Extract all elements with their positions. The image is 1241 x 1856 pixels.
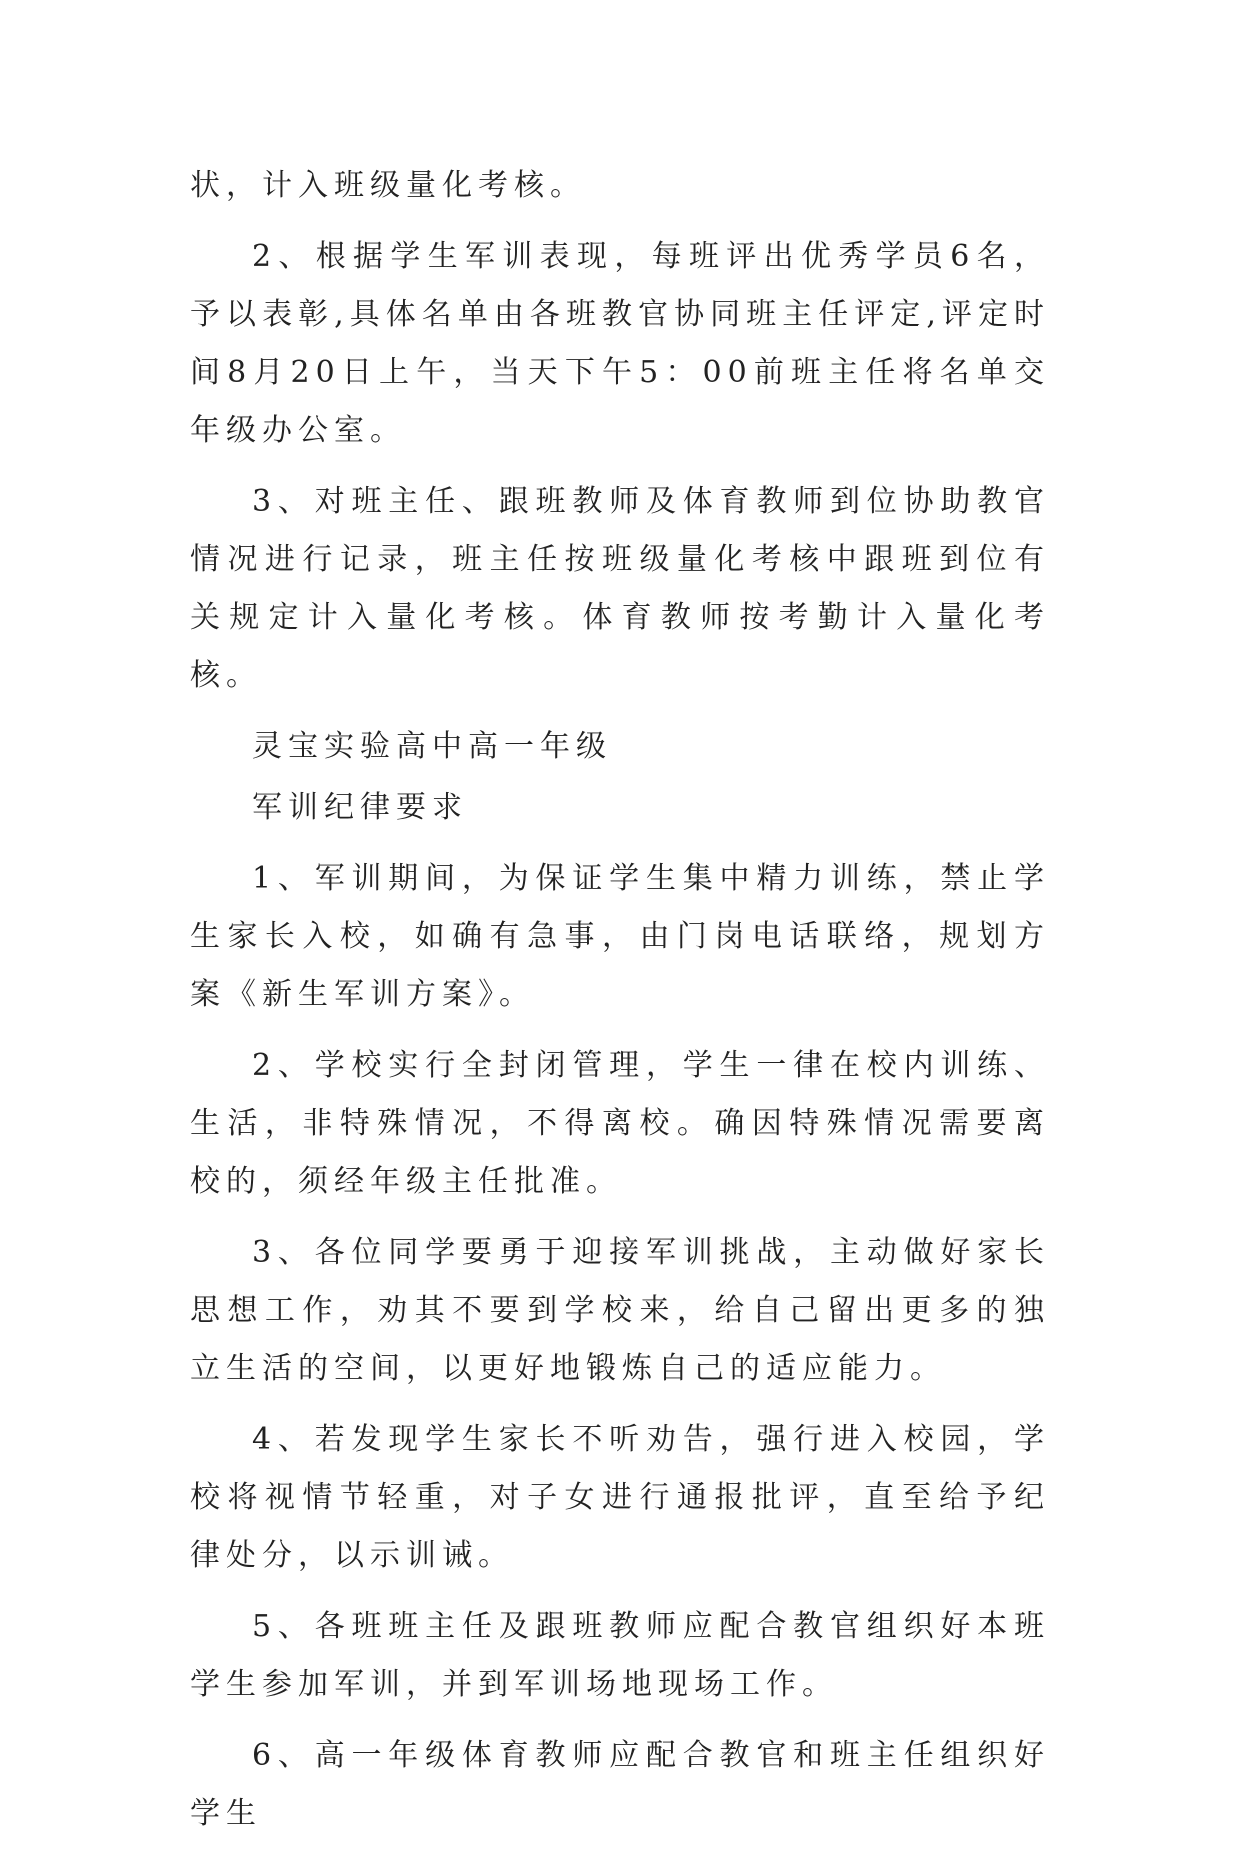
paragraph-continuation: 状，计入班级量化考核。 bbox=[190, 168, 586, 203]
school-grade-heading: 灵宝实验高中高一年级 bbox=[252, 729, 612, 764]
paragraph-item-2-honors: 2、根据学生军训表现，每班评出优秀学员6名，予以表彰,具体名单由各班教官协同班主任评定,评定时间8月20日上午，当天下午5：00前班主任将名单交年级办公室。 bbox=[190, 239, 1050, 448]
discipline-item-5: 5、各班班主任及跟班教师应配合教官组织好本班学生参加军训，并到军训场地现场工作。 bbox=[190, 1609, 1050, 1702]
discipline-item-3: 3、各位同学要勇于迎接军训挑战，主动做好家长思想工作，劝其不要到学校来，给自己留出更多的独立生活的空间，以更好地锻炼自己的适应能力。 bbox=[190, 1235, 1050, 1386]
paragraph-item-3-records: 3、对班主任、跟班教师及体育教师到位协助教官情况进行记录，班主任按班级量化考核中跟班到位有关规定计入量化考核。体育教师按考勤计入量化考核。 bbox=[190, 484, 1050, 693]
discipline-item-6: 6、高一年级体育教师应配合教官和班主任组织好学生 bbox=[190, 1738, 1050, 1831]
discipline-item-1: 1、军训期间，为保证学生集中精力训练，禁止学生家长入校，如确有急事，由门岗电话联络，规划方案《新生军训方案》。 bbox=[190, 861, 1050, 1012]
discipline-item-2: 2、学校实行全封闭管理，学生一律在校内训练、生活，非特殊情况，不得离校。确因特殊情况需要离校的，须经年级主任批准。 bbox=[190, 1048, 1050, 1199]
document-body bbox=[190, 157, 1050, 1856]
discipline-item-4: 4、若发现学生家长不听劝告，强行进入校园，学校将视情节轻重，对子女进行通报批评，直至给予纪律处分，以示训诫。 bbox=[190, 1422, 1050, 1573]
section-title-discipline: 军训纪律要求 bbox=[252, 790, 468, 825]
